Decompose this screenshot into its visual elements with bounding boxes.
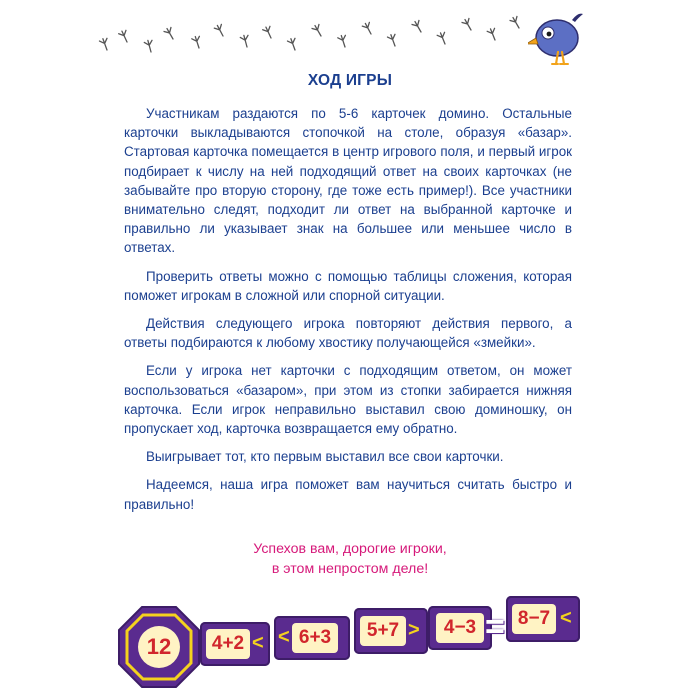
start-number: 12: [146, 634, 172, 659]
chevron-left-icon: <: [278, 626, 290, 648]
paragraph: Проверить ответы можно с помощью таблицы сложения, которая поможет игрокам в сложной или спорной ситуации.: [124, 268, 572, 303]
chevron-left-icon: <: [252, 632, 264, 654]
paragraph: Выигрывает тот, кто первым выставил все свои карточки.: [146, 449, 504, 465]
chevron-left-icon: <: [560, 607, 572, 629]
closing-wish: [0, 539, 700, 579]
equals-sign: =: [485, 608, 505, 646]
paragraph: Если у игрока нет карточки с подходящим ответом, он может воспользоваться «базаром», при этом из стопки забирается нижняя карточка. Если игрок неправильно выставил свою доминошку, он пропускает ход, карточка возвращается ему обратно.: [124, 363, 572, 437]
paragraph: Действия следующего игрока повторяют действия первого, а ответы подбираются к любому хвостику получающейся «змейки».: [124, 316, 572, 351]
domino-tile: [200, 622, 270, 666]
closing-line: Успехов вам, дорогие игроки,: [253, 541, 447, 557]
tile-expression: 6+3: [292, 623, 338, 653]
tile-expression: 8−7: [512, 604, 556, 634]
tile-expression: 5+7: [360, 616, 406, 646]
chevron-right-icon: >: [408, 619, 420, 641]
paragraph: Участникам раздаются по 5-6 карточек домино. Остальные карточки выкладываются стопочкой на столе, образуя «базар». Стартовая карточка помещается в центр игрового поля, и первый игрок подбирает к числу на ней подходящий ответ на своих карточках (не забывайте про вторую сторону, где тоже есть пример!). Все участники внимательно следят, подходит ли ответ на выбранной карточке и правильно ли указывает знак на большее или меньшее число в ответах.: [124, 106, 572, 256]
bird-icon: [528, 8, 586, 70]
domino-strip: [0, 588, 700, 700]
paragraph: Надеемся, наша игра поможет вам научиться считать быстро и правильно!: [124, 477, 572, 512]
tile-expression: 4+2: [206, 629, 250, 659]
tile-expression: 4−3: [436, 613, 484, 643]
bird-footprints-icon: [95, 14, 535, 64]
domino-tile: [274, 616, 350, 660]
page-title: ХОД ИГРЫ: [307, 72, 393, 89]
rules-text: [124, 104, 572, 523]
domino-tile: [354, 608, 428, 654]
closing-line: в этом непростом деле!: [271, 561, 429, 577]
domino-tile: [428, 606, 492, 650]
domino-tile: [506, 596, 580, 642]
